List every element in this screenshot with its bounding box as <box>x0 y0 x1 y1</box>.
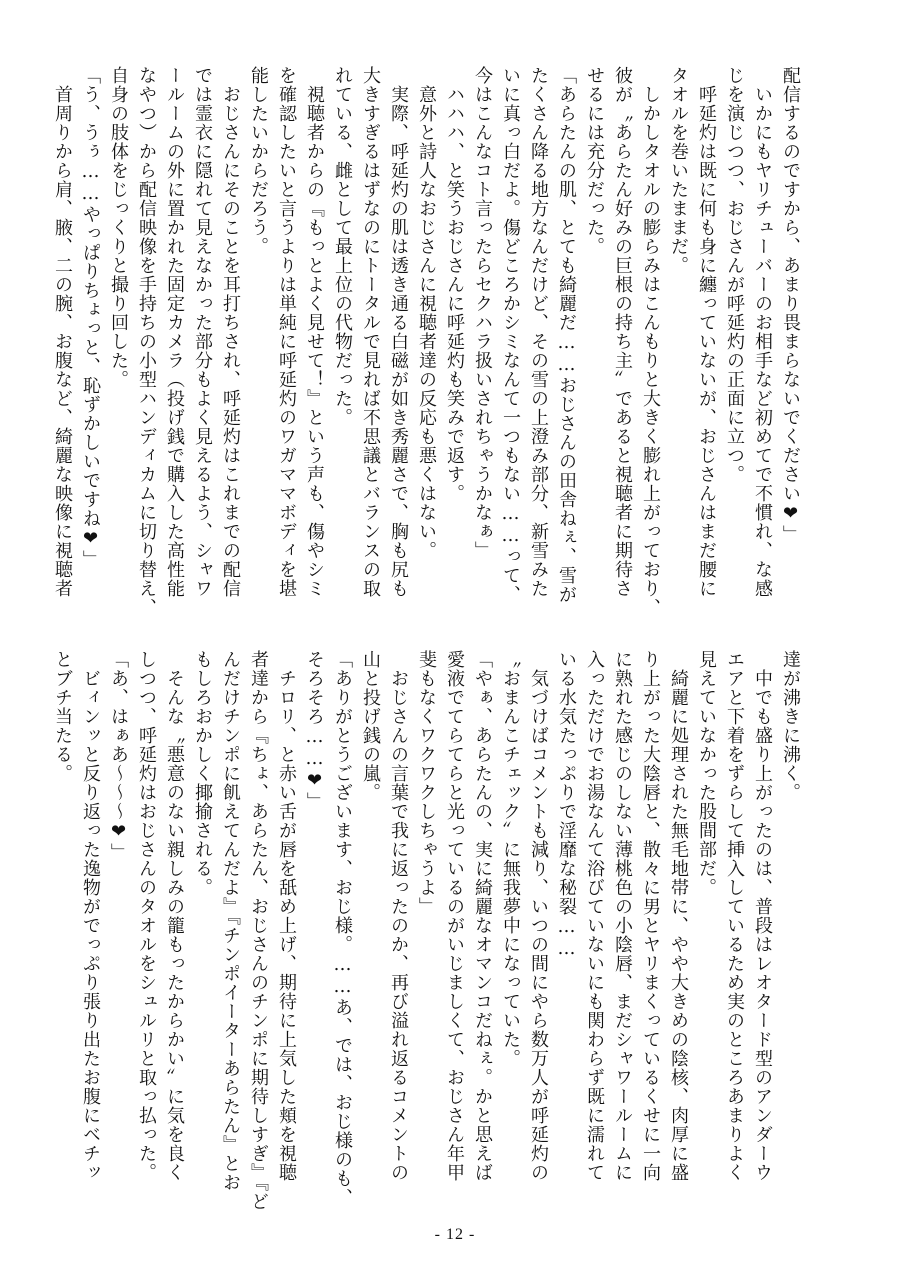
text-line: ハハハ、と笑うおじさんに呼延灼も笑みで返す。 <box>444 66 465 503</box>
text-line: 見えていなかった股間部だ。 <box>696 650 717 897</box>
text-line: おじさんの言葉で我に返ったのか、再び溢れ返るコメントの <box>388 650 409 1182</box>
text-line: 「あ、はぁあ〜〜〜❤」 <box>108 650 129 862</box>
text-line: 彼が〝あらたん好みの巨根の持ち主〟であると視聴者に期待さ <box>612 66 633 598</box>
text-line: 自身の肢体をじっくりと撮り回した。 <box>108 66 129 389</box>
text-line: もしろおかしく揶揄される。 <box>192 650 213 897</box>
text-line: チロリ、と赤い舌が唇を舐め上げ、期待に上気した頬を視聴 <box>276 650 297 1182</box>
text-line: 気づけばコメントも減り、いつの間にやら数万人が呼延灼の <box>528 650 549 1182</box>
page-number: - 12 - <box>434 1226 476 1243</box>
text-line: に熟れた感じのしない薄桃色の小陰唇、まだシャワールームに <box>612 650 633 1182</box>
text-line: 愛液でてらてらと光っているのがいじましくて、おじさん年甲 <box>444 650 465 1182</box>
text-line: タオルを巻いたままだ。 <box>668 66 689 275</box>
text-line: 達が沸きに沸く。 <box>780 650 801 802</box>
text-line: おじさんにそのことを耳打ちされ、呼延灼はこれまでの配信 <box>220 66 241 598</box>
text-line: 今はこんなコト言ったらセクハラ扱いされちゃうかなぁ」 <box>472 66 493 560</box>
text-line: を確認したいと言うよりは単純に呼延灼のワガママボディを堪 <box>276 66 297 598</box>
text-line: 入っただけでお湯なんて浴びていないにも関わらず既に濡れて <box>584 650 605 1182</box>
text-line: ールームの外に置かれた固定カメラ（投げ銭で購入した高性能 <box>164 66 185 598</box>
text-line: 大きすぎるはずなのにトータルで見れば不思議とバランスの取 <box>360 66 381 598</box>
text-line: れている、雌として最上位の代物だった。 <box>332 66 353 427</box>
text-line: 「あらたんの肌、とても綺麗だ……おじさんの田舎ねぇ、雪が <box>556 66 577 604</box>
text-line: 視聴者からの『もっとよく見せて！』という声も、傷やシミ <box>304 66 325 598</box>
text-column-top <box>52 66 804 622</box>
text-line: 能したいからだろう。 <box>248 66 269 256</box>
text-line: 綺麗に処理された無毛地帯に、やや大きめの陰核、肉厚に盛 <box>668 650 689 1182</box>
text-line: じを演じつつ、おじさんが呼延灼の正面に立つ。 <box>724 66 745 484</box>
text-line: 者達から『ちょ、あらたん、おじさんのチンポに期待しすぎ』『ど <box>248 650 269 1211</box>
text-column-bottom <box>52 650 804 1211</box>
text-line: しつつ、呼延灼はおじさんのタオルをシュルリと取っ払った。 <box>136 650 157 1182</box>
text-line: 「やぁ、あらたんの、実に綺麗なオマンコだねぇ。かと思えば <box>472 650 493 1182</box>
text-line: 意外と詩人なおじさんに視聴者達の反応も悪くはない。 <box>416 66 437 560</box>
text-line: しかしタオルの膨らみはこんもりと大きく膨れ上がっており、 <box>640 66 661 617</box>
text-line: では霊衣に隠れて見えなかった部分もよく見えるよう、シャワ <box>192 66 213 598</box>
text-line: んだけチンポに飢えてんだよ』『チンポイーターあらたん』とお <box>220 650 241 1192</box>
text-line: そんな〝悪意のない親しみの籠もったからかい〟に気を良く <box>164 650 185 1182</box>
text-line: たくさん降る地方なんだけど、その雪の上澄み部分、新雪みた <box>528 66 549 598</box>
text-line: とブチ当たる。 <box>52 650 73 783</box>
text-line: 配信するのですから、あまり畏まらないでください❤」 <box>780 66 801 544</box>
text-line: ビィンッと反り返った逸物がでっぷり張り出たお腹にベチッ <box>80 650 101 1182</box>
text-line: 実際、呼延灼の肌は透き通る白磁が如き秀麗さで、胸も尻も <box>388 66 409 598</box>
text-line: なやつ）から配信映像を手持ちの小型ハンディカムに切り替え、 <box>136 66 157 617</box>
text-line: いる水気たっぷりで淫靡な秘裂…… <box>556 650 577 960</box>
text-line: 山と投げ銭の嵐。 <box>360 650 381 802</box>
text-line: 呼延灼は既に何も身に纏っていないが、おじさんはまだ腰に <box>696 66 717 598</box>
text-line: 「ありがとうございます、おじ様。……あ、では、おじ様のも、 <box>332 650 353 1207</box>
text-line: いに真っ白だよ。傷どころかシミなんて一つもない……って、 <box>500 66 521 604</box>
text-line: 中でも盛り上がったのは、普段はレオタード型のアンダーウ <box>752 650 773 1182</box>
text-line: 首周りから肩、腋、二の腕、お腹など、綺麗な映像に視聴者 <box>52 66 73 598</box>
text-line: せるには充分だった。 <box>584 66 605 256</box>
text-line: り上がった大陰唇と、散々に男とヤリまくっているくせに一向 <box>640 650 661 1182</box>
text-line: いかにもヤリチューバーのお相手など初めてで不慣れ、な感 <box>752 66 773 598</box>
text-line: 斐もなくワクワクしちゃうよ」 <box>416 650 437 916</box>
text-line: そろそろ……❤」 <box>304 650 325 811</box>
text-line: 「う、うぅ……やっぱりちょっと、恥ずかしいですね❤」 <box>80 66 101 569</box>
text-line: 〝おまんこチェック〟に無我夢中になっていた。 <box>500 650 521 1068</box>
text-line: エアと下着をずらして挿入しているため実のところあまりよく <box>724 650 745 1182</box>
